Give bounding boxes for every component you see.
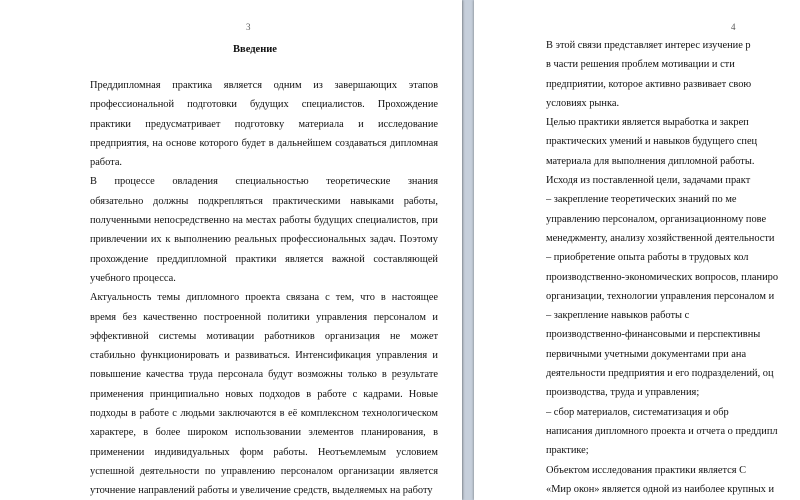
paragraph bbox=[546, 248, 800, 306]
text-line: деятельности предприятия и его подразделений, оц bbox=[546, 368, 774, 380]
text-line: – сбор материалов, систематизация и обр bbox=[546, 406, 729, 418]
text-line: организации, технологии управления персоналом и bbox=[546, 290, 775, 302]
paragraph bbox=[546, 36, 800, 113]
text-line: предприятии, которое активно развивает свою bbox=[546, 78, 752, 90]
paragraph bbox=[546, 113, 800, 171]
section-heading: Введение bbox=[233, 44, 277, 55]
text-line: полученными непосредственно на местах работы будущих специалистов, при bbox=[90, 215, 438, 227]
text-line: время без качественно построенной политики управления персоналом и bbox=[90, 311, 438, 323]
text-line: практике; bbox=[546, 445, 589, 457]
paragraph bbox=[546, 461, 800, 500]
paragraph bbox=[90, 172, 438, 288]
paragraph bbox=[546, 306, 800, 402]
text-line: уточнение направлений работы и увеличение средств, выделяемых на работу bbox=[90, 485, 433, 497]
text-line: – закрепление теоретических знаний по ме bbox=[546, 194, 737, 206]
text-line: практики предусматривает подготовку материала и исследование bbox=[90, 118, 438, 130]
text-line: – закрепление навыков работы с bbox=[546, 310, 690, 322]
text-line: В процессе овладения специальностью теоретические знания bbox=[90, 176, 438, 188]
text-line: работа. bbox=[90, 157, 123, 169]
text-line: подходы в работе с людьми заключаются в её комплексном технологическом bbox=[90, 408, 438, 420]
text-line: предприятия, на основе которого будет в дальнейшем создаваться дипломная bbox=[90, 137, 438, 149]
text-line: В этой связи представляет интерес изучение р bbox=[546, 40, 751, 51]
paragraph bbox=[546, 190, 800, 248]
text-line: условиях рынка. bbox=[546, 97, 620, 109]
paragraph bbox=[90, 76, 438, 172]
text-line: профессиональной подготовки будущих специалистов. Прохождение bbox=[90, 99, 438, 111]
text-line: Актуальность темы дипломного проекта связана с тем, что в настоящее bbox=[90, 292, 438, 304]
text-line: успешной деятельности по управлению персоналом организации является bbox=[90, 465, 438, 477]
text-line: производственно-финансовыми и перспективны bbox=[546, 329, 761, 341]
page-number: 3 bbox=[246, 22, 251, 32]
text-line: материала для выполнения дипломной работы. bbox=[546, 155, 755, 167]
text-line: Преддипломная практика является одним из завершающих этапов bbox=[90, 80, 438, 91]
paragraph bbox=[546, 171, 800, 190]
text-line: практических умений и навыков будущего спец bbox=[546, 136, 758, 148]
text-line: применения принципиально новых подходов в работе с кадрами. Новые bbox=[90, 388, 438, 400]
text-line: «Мир окон» является одной из наиболее крупных и bbox=[546, 483, 775, 495]
text-line: производственно-экономических вопросов, планиро bbox=[546, 271, 779, 283]
text-line: стабильно функционировать и развиваться. Интенсификация управления и bbox=[90, 350, 438, 362]
page-number: 4 bbox=[731, 22, 736, 32]
text-line: первичными учетными документами при ана bbox=[546, 348, 747, 360]
text-line: – приобретение опыта работы в трудовых кол bbox=[546, 252, 749, 264]
text-line: написания дипломного проекта и отчета о преддипл bbox=[546, 425, 778, 437]
page-body bbox=[546, 36, 800, 499]
text-line: в части решения проблем мотивации и сти bbox=[546, 59, 735, 71]
text-line: привлечении их к выполнению реальных профессиональных задач. Поэтому bbox=[90, 234, 438, 246]
text-line: повышение качества труда персонала будут возможны только в результате bbox=[90, 369, 438, 381]
text-line: характере, в более широком использовании элементов планирования, в bbox=[90, 427, 438, 439]
paragraph bbox=[90, 288, 438, 500]
text-line: учебного процесса. bbox=[90, 272, 176, 284]
text-line: производства, труда и управления; bbox=[546, 387, 700, 399]
page-body bbox=[90, 76, 438, 500]
text-line: Объектом исследования практики является С bbox=[546, 464, 747, 476]
text-line: Исходя из поставленной цели, задачами практ bbox=[546, 175, 751, 187]
text-line: менеджменту, анализу хозяйственной деятельности bbox=[546, 232, 775, 244]
text-line: управлению персоналом, организационному пове bbox=[546, 213, 767, 225]
paragraph bbox=[546, 403, 800, 461]
text-line: Целью практики является выработка и закреп bbox=[546, 117, 749, 129]
text-line: применении индивидуальных форм работы. Неотъемлемым условием bbox=[90, 446, 438, 458]
text-line: обязательно должны подкрепляться практическими навыками работы, bbox=[90, 195, 438, 207]
text-line: прохождение преддипломной практики является важной составляющей bbox=[90, 253, 438, 265]
document-page[interactable] bbox=[474, 0, 800, 500]
text-line: эффективной системы мотивации работников организация не может bbox=[90, 330, 438, 342]
